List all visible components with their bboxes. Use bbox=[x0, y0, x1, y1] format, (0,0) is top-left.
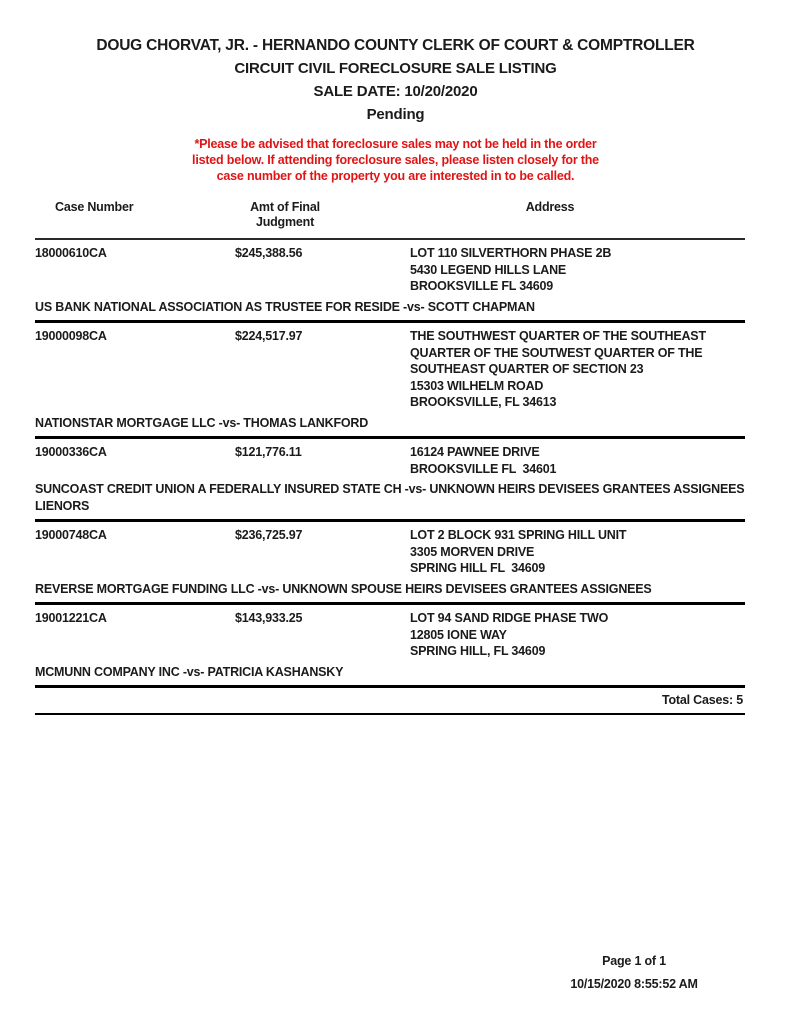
column-header-amount-line2: Judgment bbox=[255, 215, 315, 229]
address-line: 5430 LEGEND HILLS LANE bbox=[410, 262, 567, 277]
address-line: LOT 94 SAND RIDGE PHASE TWO bbox=[410, 611, 609, 625]
case-block bbox=[35, 605, 745, 688]
column-header-amount-line1: Amt of Final bbox=[250, 200, 320, 214]
table-header-row bbox=[35, 200, 745, 240]
page-number: Page 1 of 1 bbox=[602, 954, 666, 968]
case-row bbox=[35, 527, 745, 577]
property-address bbox=[410, 527, 745, 577]
case-number: 19000098CA bbox=[35, 329, 107, 343]
case-number: 19000748CA bbox=[35, 528, 107, 542]
address-line: 3305 MORVEN DRIVE bbox=[410, 544, 535, 559]
advisory-notice-line: listed below. If attending foreclosure sales, please listen closely for the bbox=[192, 153, 599, 167]
address-line: QUARTER OF THE SOUTWEST QUARTER OF THE bbox=[410, 345, 703, 360]
address-line: BROOKSVILLE, FL 34613 bbox=[410, 395, 557, 409]
case-number: 18000610CA bbox=[35, 246, 107, 260]
address-line: 16124 PAWNEE DRIVE bbox=[410, 445, 540, 459]
case-row bbox=[35, 444, 745, 477]
advisory-notice-line: *Please be advised that foreclosure sales may not be held in the order bbox=[194, 137, 597, 151]
address-line: BROOKSVILLE FL 34601 bbox=[410, 461, 557, 476]
column-header-amount bbox=[235, 200, 335, 230]
address-line: 15303 WILHELM ROAD bbox=[410, 378, 544, 393]
parties-line: NATIONSTAR MORTGAGE LLC -vs- THOMAS LANKFORD bbox=[35, 415, 369, 430]
document-header bbox=[0, 0, 791, 126]
page-footer bbox=[519, 950, 749, 996]
property-address bbox=[410, 610, 745, 660]
address-line: THE SOUTHWEST QUARTER OF THE SOUTHEAST bbox=[410, 329, 706, 343]
advisory-notice-line: case number of the property you are interested in to be called. bbox=[216, 169, 575, 183]
judgment-amount: $236,725.97 bbox=[235, 528, 303, 542]
judgment-amount: $121,776.11 bbox=[235, 445, 302, 459]
column-header-case-number: Case Number bbox=[55, 200, 134, 214]
parties-line: SUNCOAST CREDIT UNION A FEDERALLY INSURED STATE CH -vs- UNKNOWN HEIRS DEVISEES GRANTEES ASSIGNEES LIENORS bbox=[35, 482, 745, 513]
print-timestamp: 10/15/2020 8:55:52 AM bbox=[570, 977, 698, 991]
doc-subtitle: CIRCUIT CIVIL FORECLOSURE SALE LISTING bbox=[234, 60, 557, 77]
cases-table bbox=[35, 200, 745, 715]
parties-line: US BANK NATIONAL ASSOCIATION AS TRUSTEE FOR RESIDE -vs- SCOTT CHAPMAN bbox=[35, 299, 535, 314]
status-label: Pending bbox=[366, 106, 425, 123]
address-line: LOT 2 BLOCK 931 SPRING HILL UNIT bbox=[410, 528, 627, 542]
address-line: SOUTHEAST QUARTER OF SECTION 23 bbox=[410, 362, 644, 376]
total-cases-row bbox=[35, 688, 745, 715]
case-row bbox=[35, 610, 745, 660]
judgment-amount: $245,388.56 bbox=[235, 246, 303, 260]
address-line: SPRING HILL FL 34609 bbox=[410, 561, 545, 575]
judgment-amount: $224,517.97 bbox=[235, 329, 303, 343]
address-line: SPRING HILL, FL 34609 bbox=[410, 644, 546, 658]
address-line: BROOKSVILLE FL 34609 bbox=[410, 279, 554, 293]
sale-date: SALE DATE: 10/20/2020 bbox=[313, 83, 478, 100]
parties-line: REVERSE MORTGAGE FUNDING LLC -vs- UNKNOWN SPOUSE HEIRS DEVISEES GRANTEES ASSIGNEES bbox=[35, 581, 652, 596]
total-cases-label: Total Cases: bbox=[661, 693, 733, 707]
case-row bbox=[35, 328, 745, 411]
address-line: LOT 110 SILVERTHORN PHASE 2B bbox=[410, 246, 612, 260]
case-block bbox=[35, 240, 745, 323]
case-number: 19001221CA bbox=[35, 611, 107, 625]
property-address bbox=[410, 444, 745, 477]
case-block bbox=[35, 323, 745, 439]
case-row bbox=[35, 245, 745, 295]
advisory-notice bbox=[0, 136, 791, 184]
property-address bbox=[410, 328, 745, 411]
total-cases-value: 5 bbox=[736, 693, 743, 707]
doc-title: DOUG CHORVAT, JR. - HERNANDO COUNTY CLERK OF COURT & COMPTROLLER bbox=[96, 37, 695, 54]
address-line: 12805 IONE WAY bbox=[410, 627, 507, 642]
judgment-amount: $143,933.25 bbox=[235, 611, 303, 625]
case-block bbox=[35, 522, 745, 605]
case-block bbox=[35, 439, 745, 522]
column-header-address: Address bbox=[525, 200, 575, 214]
property-address bbox=[410, 245, 745, 295]
case-number: 19000336CA bbox=[35, 445, 107, 459]
parties-line: MCMUNN COMPANY INC -vs- PATRICIA KASHANSKY bbox=[35, 664, 344, 679]
